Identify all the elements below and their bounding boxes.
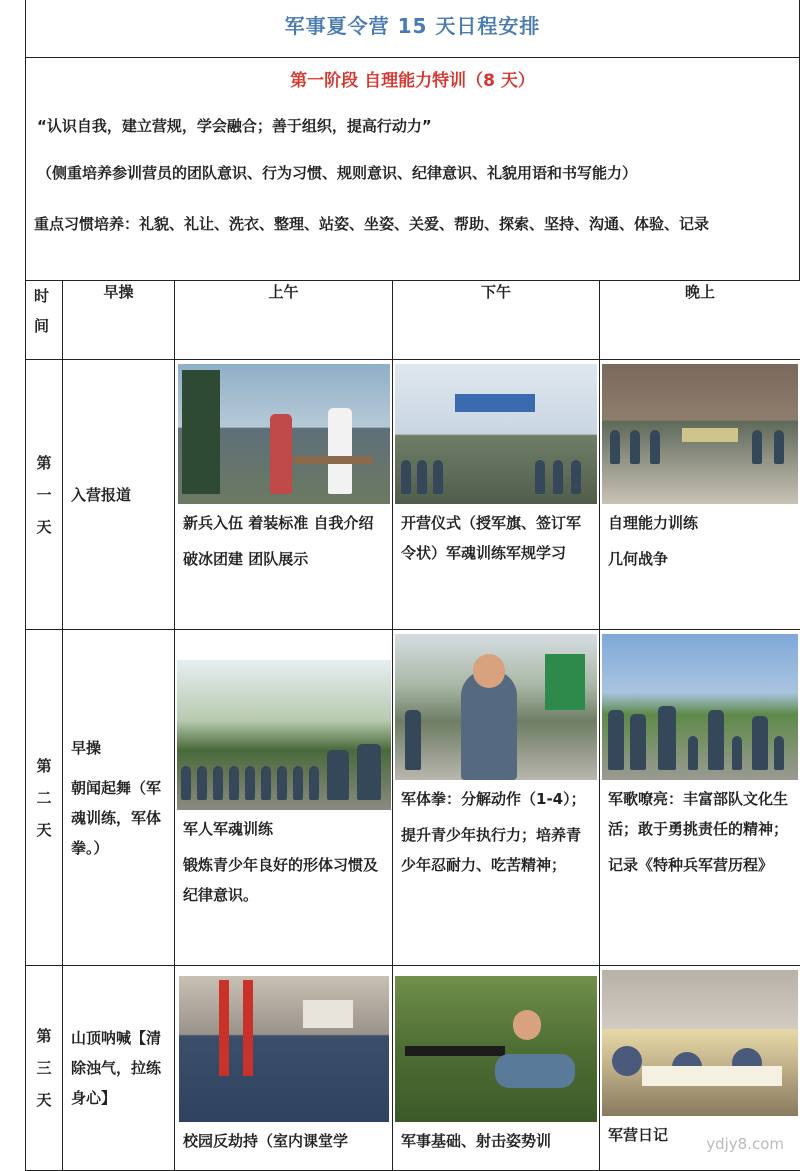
- stage-focus: （侧重培养参训营员的团队意识、行为习惯、规则意识、纪律意识、礼貌用语和书写能力）: [37, 162, 637, 183]
- pm-text: 军体拳：分解动作（1-4）；: [401, 784, 593, 814]
- soldier-figure: [608, 710, 624, 770]
- registration-photo: [178, 364, 390, 504]
- evening-text: 军歌嘹亮：丰富部队文化生活；敢于勇挑责任的精神；: [608, 784, 794, 844]
- diary-photo: [602, 970, 798, 1116]
- soldier-figure: [261, 766, 271, 800]
- soldier-figure: [309, 766, 319, 800]
- flag-image: [219, 980, 229, 1076]
- morning-cell: [63, 630, 175, 966]
- evening-text: 自理能力训练: [608, 508, 794, 538]
- header-morning: 早操: [63, 281, 175, 360]
- screen-image: [303, 1000, 353, 1028]
- am-description: [175, 504, 392, 574]
- evening-text: 几何战争: [608, 544, 794, 574]
- soldier-figure: [417, 460, 427, 494]
- table-row: [26, 966, 800, 1171]
- table-row: [26, 360, 800, 630]
- pm-text: 开营仪式（授军旗、签订军令状）军魂训练军规学习: [401, 508, 593, 568]
- morning-text: 朝闻起舞（军魂训练，军体拳。）: [71, 773, 166, 863]
- martial-arts-photo: [395, 634, 597, 780]
- am-description: [175, 810, 392, 910]
- header-time: [26, 281, 63, 360]
- person-figure: [270, 414, 292, 494]
- face-image: [513, 1010, 541, 1040]
- schedule-table: [25, 280, 800, 1171]
- pm-text: 军事基础、射击姿势训: [401, 1126, 593, 1156]
- day-char: 第: [26, 1020, 62, 1052]
- morning-text: 入营报道: [71, 480, 166, 510]
- door-image: [545, 654, 585, 710]
- face-image: [473, 654, 505, 688]
- am-cell: [175, 630, 393, 966]
- page-title: 军事夏令营 15 天日程安排: [26, 10, 799, 39]
- day-char: 天: [26, 1084, 62, 1116]
- soldier-figure: [535, 460, 545, 494]
- am-text: 锻炼青少年良好的形体习惯及纪律意识。: [183, 850, 386, 910]
- desk-image: [682, 428, 738, 442]
- day-char: 天: [26, 511, 62, 543]
- rifle-image: [405, 1046, 505, 1056]
- evening-text: 军营日记: [608, 1120, 794, 1150]
- day-char: 二: [26, 782, 62, 814]
- day-char: 第: [26, 447, 62, 479]
- day-char: 天: [26, 814, 62, 846]
- soldier-figure: [610, 430, 620, 464]
- am-description: [175, 1122, 392, 1156]
- soldier-figure: [327, 750, 349, 800]
- pm-cell: [393, 360, 600, 630]
- day-char: 三: [26, 1052, 62, 1084]
- poster-image: [182, 370, 220, 494]
- am-text: 破冰团建 团队展示: [183, 544, 386, 574]
- soldier-figure: [688, 736, 698, 770]
- boy-figure: [495, 1054, 575, 1088]
- day-cell: [26, 630, 63, 966]
- am-cell: [175, 966, 393, 1171]
- soldier-figure: [752, 716, 768, 770]
- soldier-figure: [732, 736, 742, 770]
- table-header-row: [26, 281, 800, 360]
- soldier-figure: [774, 430, 784, 464]
- desk-image: [642, 1066, 782, 1086]
- singing-photo: [602, 634, 798, 780]
- am-text: 军人军魂训练: [183, 814, 386, 844]
- soldier-figure: [293, 766, 303, 800]
- soldier-figure: [277, 766, 287, 800]
- am-cell: [175, 360, 393, 630]
- soldier-figure: [213, 766, 223, 800]
- soldier-figure: [433, 460, 443, 494]
- opening-ceremony-photo: [395, 364, 597, 504]
- soldier-figure: [708, 710, 724, 770]
- flag-image: [243, 980, 253, 1076]
- stage-title: 第一阶段 自理能力特训（8 天）: [26, 66, 799, 91]
- stage-motto: “认识自我，建立营规，学会融合；善于组织，提高行动力”: [37, 115, 432, 136]
- table-image: [293, 456, 373, 464]
- pm-description: [393, 504, 599, 568]
- header-time-char-1: 时: [34, 281, 62, 311]
- evening-cell: [600, 630, 800, 966]
- soldier-figure: [357, 744, 381, 800]
- pm-text: 提升青少年执行力；培养青少年忍耐力、吃苦精神；: [401, 820, 593, 880]
- evening-cell: [600, 360, 800, 630]
- classroom-drill-photo: [179, 976, 389, 1122]
- day-char: 第: [26, 750, 62, 782]
- soldier-figure: [405, 710, 421, 770]
- evening-description: [600, 780, 800, 880]
- evening-description: [600, 504, 800, 574]
- pm-cell: [393, 966, 600, 1171]
- shooting-photo: [395, 976, 597, 1122]
- soldier-figure: [752, 430, 762, 464]
- pm-cell: [393, 630, 600, 966]
- soldier-figure: [650, 430, 660, 464]
- soldier-figure: [245, 766, 255, 800]
- am-text: 新兵入伍 着装标准 自我介绍: [183, 508, 386, 538]
- soldier-figure: [774, 736, 784, 770]
- header-evening: 晚上: [600, 281, 800, 360]
- habits-list: 重点习惯培养：礼貌、礼让、洗衣、整理、站姿、坐姿、关爱、帮助、探索、坚持、沟通、体验、记录: [34, 208, 794, 240]
- evening-text: 记录《特种兵军营历程》: [608, 850, 794, 880]
- morning-cell: [63, 360, 175, 630]
- student-figure: [612, 1046, 642, 1076]
- morning-text: 山顶呐喊【清除浊气，拉练身心】: [71, 1023, 166, 1113]
- soldier-figure: [571, 460, 581, 494]
- morning-cell: [63, 966, 175, 1171]
- person-figure: [328, 408, 352, 494]
- soldier-figure: [630, 430, 640, 464]
- soldier-figure: [181, 766, 191, 800]
- pm-description: [393, 780, 599, 880]
- table-row: [26, 630, 800, 966]
- day-cell: [26, 360, 63, 630]
- training-photo: [602, 364, 798, 504]
- am-text: 校园反劫持（室内课堂学: [183, 1126, 386, 1156]
- soldier-figure: [401, 460, 411, 494]
- morning-text: 早操: [71, 733, 166, 763]
- stage-intro-box: [25, 57, 800, 281]
- header-time-char-2: 间: [34, 311, 62, 341]
- soldier-figure: [658, 706, 676, 770]
- day-cell: [26, 966, 63, 1171]
- site-watermark: ydjy8.com: [706, 1135, 784, 1153]
- pm-description: [393, 1122, 599, 1156]
- soldier-figure: [229, 766, 239, 800]
- header-am: 上午: [175, 281, 393, 360]
- stage-banner: [455, 394, 535, 412]
- soldier-figure: [197, 766, 207, 800]
- title-box: [25, 0, 800, 58]
- day-char: 一: [26, 479, 62, 511]
- drill-photo: [177, 660, 391, 810]
- soldier-figure: [630, 714, 646, 770]
- header-pm: 下午: [393, 281, 600, 360]
- soldier-figure: [553, 460, 563, 494]
